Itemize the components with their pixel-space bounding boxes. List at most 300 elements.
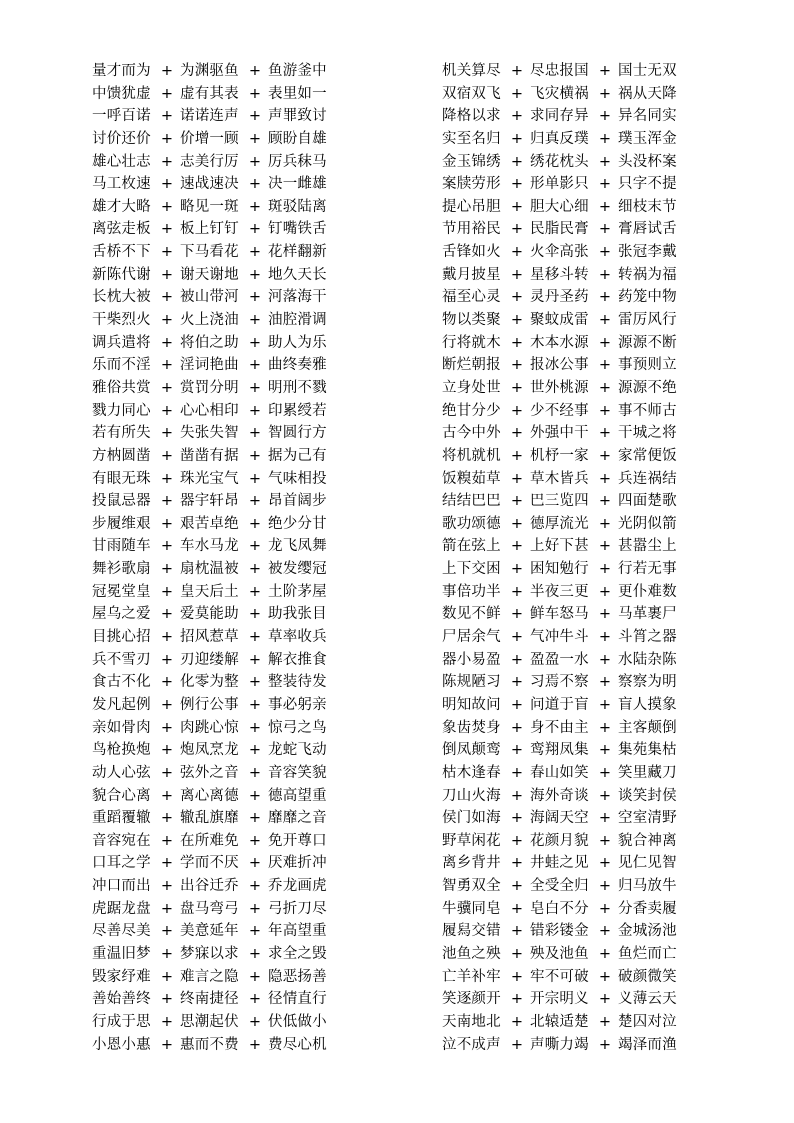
idiom: 斑驳陆离 [268, 198, 327, 215]
idiom: 惠而不费 [180, 1036, 239, 1053]
idiom: 长枕大被 [92, 289, 151, 306]
idiom-chain-row [92, 649, 330, 672]
plus-separator: + [248, 742, 262, 759]
idiom-chain-row [92, 173, 330, 196]
idiom: 伏低做小 [268, 1013, 327, 1030]
plus-separator: + [248, 379, 262, 396]
idiom: 若有所失 [92, 425, 151, 442]
plus-separator: + [598, 561, 612, 578]
idiom: 问道于盲 [530, 696, 589, 713]
plus-separator: + [248, 493, 262, 510]
idiom: 井蛙之见 [530, 855, 589, 872]
idiom: 冲口而出 [92, 878, 151, 895]
idiom: 上下交困 [442, 561, 501, 578]
idiom: 德厚流光 [530, 515, 589, 532]
idiom-chain-row [92, 830, 330, 853]
idiom-chain-row [92, 762, 330, 785]
plus-separator: + [248, 334, 262, 351]
idiom: 报冰公事 [530, 357, 589, 374]
idiom: 顾盼自雄 [268, 130, 327, 147]
idiom-chain-row [92, 286, 330, 309]
idiom: 归真反璞 [530, 130, 589, 147]
idiom: 源源不绝 [618, 379, 677, 396]
idiom: 干城之将 [618, 425, 677, 442]
plus-separator: + [160, 787, 174, 804]
idiom: 行若无事 [618, 561, 677, 578]
plus-separator: + [160, 538, 174, 555]
idiom: 扇枕温被 [180, 561, 239, 578]
idiom: 貌合神离 [618, 832, 677, 849]
idiom-chain-row [442, 694, 680, 717]
idiom: 察察为明 [618, 674, 677, 691]
idiom: 花样翻新 [268, 244, 327, 261]
plus-separator: + [510, 312, 524, 329]
idiom: 谈笑封侯 [618, 787, 677, 804]
idiom-chain-row [92, 920, 330, 943]
plus-separator: + [160, 334, 174, 351]
idiom: 径情直行 [268, 991, 327, 1008]
idiom-chain-row [92, 966, 330, 989]
idiom: 鸾翔凤集 [530, 742, 589, 759]
idiom: 车水马龙 [180, 538, 239, 555]
idiom-chain-row [442, 671, 680, 694]
idiom-chain-row [92, 535, 330, 558]
idiom: 甘雨随车 [92, 538, 151, 555]
idiom: 机杼一家 [530, 447, 589, 464]
plus-separator: + [598, 764, 612, 781]
idiom: 尸居余气 [442, 629, 501, 646]
plus-separator: + [598, 108, 612, 125]
plus-separator: + [510, 244, 524, 261]
plus-separator: + [510, 900, 524, 917]
idiom: 食古不化 [92, 674, 151, 691]
idiom: 明知故问 [442, 696, 501, 713]
plus-separator: + [598, 674, 612, 691]
plus-separator: + [598, 221, 612, 238]
idiom-chain-row [92, 105, 330, 128]
idiom: 提心吊胆 [442, 198, 501, 215]
idiom: 决一雌雄 [268, 176, 327, 193]
idiom: 助我张目 [268, 606, 327, 623]
plus-separator: + [598, 85, 612, 102]
plus-separator: + [598, 493, 612, 510]
idiom-chain-row [442, 626, 680, 649]
idiom: 昂首阔步 [268, 493, 327, 510]
idiom: 全受全归 [530, 878, 589, 895]
idiom-chain-row [92, 128, 330, 151]
idiom-chain-row [442, 445, 680, 468]
plus-separator: + [160, 493, 174, 510]
idiom-chain-row [92, 309, 330, 332]
plus-separator: + [160, 810, 174, 827]
plus-separator: + [248, 176, 262, 193]
idiom-chain-row [442, 309, 680, 332]
idiom: 海阔天空 [530, 810, 589, 827]
plus-separator: + [248, 108, 262, 125]
idiom-chain-row [442, 739, 680, 762]
plus-separator: + [598, 923, 612, 940]
idiom-chain-row [442, 105, 680, 128]
idiom: 竭泽而渔 [618, 1036, 677, 1053]
idiom: 厉兵秣马 [268, 153, 327, 170]
idiom-chain-row [92, 807, 330, 830]
idiom: 炮凤烹龙 [180, 742, 239, 759]
plus-separator: + [160, 108, 174, 125]
idiom: 困知勉行 [530, 561, 589, 578]
idiom: 隐恶扬善 [268, 968, 327, 985]
plus-separator: + [160, 515, 174, 532]
plus-separator: + [160, 991, 174, 1008]
idiom-chain-row [442, 649, 680, 672]
idiom-chain-row [442, 128, 680, 151]
idiom: 量才而为 [92, 63, 151, 79]
idiom: 龙蛇飞动 [268, 742, 327, 759]
plus-separator: + [510, 515, 524, 532]
idiom: 张冠李戴 [618, 244, 677, 261]
idiom: 行将就木 [442, 334, 501, 351]
plus-separator: + [510, 176, 524, 193]
plus-separator: + [248, 244, 262, 261]
idiom: 开宗明义 [530, 991, 589, 1008]
idiom: 肉跳心惊 [180, 719, 239, 736]
idiom-chain-row [442, 422, 680, 445]
idiom: 雅俗共赏 [92, 379, 151, 396]
idiom-chain-row [92, 196, 330, 219]
idiom: 水陆杂陈 [618, 651, 677, 668]
plus-separator: + [598, 855, 612, 872]
plus-separator: + [510, 855, 524, 872]
idiom: 行成于思 [92, 1013, 151, 1030]
plus-separator: + [598, 357, 612, 374]
idiom: 美意延年 [180, 923, 239, 940]
plus-separator: + [160, 945, 174, 962]
idiom: 戴月披星 [442, 266, 501, 283]
plus-separator: + [598, 515, 612, 532]
plus-separator: + [248, 923, 262, 940]
plus-separator: + [248, 629, 262, 646]
plus-separator: + [598, 470, 612, 487]
idiom: 天南地北 [442, 1013, 501, 1030]
plus-separator: + [248, 900, 262, 917]
idiom-chain-row [442, 943, 680, 966]
plus-separator: + [248, 289, 262, 306]
plus-separator: + [248, 1036, 262, 1053]
idiom: 被发缨冠 [268, 561, 327, 578]
plus-separator: + [598, 402, 612, 419]
plus-separator: + [160, 651, 174, 668]
idiom: 四面楚歌 [618, 493, 677, 510]
idiom: 出谷迁乔 [180, 878, 239, 895]
idiom: 土阶茅屋 [268, 583, 327, 600]
plus-separator: + [160, 561, 174, 578]
plus-separator: + [598, 878, 612, 895]
idiom: 池鱼之殃 [442, 945, 501, 962]
idiom: 明刑不戮 [268, 379, 327, 396]
idiom: 乐而不淫 [92, 357, 151, 374]
plus-separator: + [510, 674, 524, 691]
idiom: 璞玉浑金 [618, 130, 677, 147]
idiom-chain-row [442, 807, 680, 830]
plus-separator: + [598, 1013, 612, 1030]
idiom-chain-row [92, 1034, 330, 1057]
idiom-chain-row [92, 377, 330, 400]
idiom: 金城汤池 [618, 923, 677, 940]
idiom-chain-row [92, 875, 330, 898]
plus-separator: + [510, 447, 524, 464]
idiom-chain-row [442, 196, 680, 219]
idiom-chain-row [442, 1034, 680, 1057]
idiom-chain-row [92, 241, 330, 264]
plus-separator: + [510, 221, 524, 238]
plus-separator: + [160, 402, 174, 419]
idiom: 斗筲之器 [618, 629, 677, 646]
idiom-chain-row [92, 943, 330, 966]
idiom: 实至名归 [442, 130, 501, 147]
idiom: 错彩镂金 [530, 923, 589, 940]
idiom: 整装待发 [268, 674, 327, 691]
idiom: 德高望重 [268, 787, 327, 804]
idiom: 家常便饭 [618, 447, 677, 464]
idiom: 发凡起例 [92, 696, 151, 713]
idiom: 聚蚊成雷 [530, 312, 589, 329]
idiom: 马工枚速 [92, 176, 151, 193]
idiom-chain-row [442, 762, 680, 785]
idiom: 在所难免 [180, 832, 239, 849]
idiom: 凿凿有据 [180, 447, 239, 464]
idiom: 案牍劳形 [442, 176, 501, 193]
plus-separator: + [510, 1036, 524, 1053]
idiom-chain-row [442, 173, 680, 196]
plus-separator: + [598, 198, 612, 215]
plus-separator: + [248, 991, 262, 1008]
idiom-chain-row [92, 558, 330, 581]
plus-separator: + [510, 130, 524, 147]
plus-separator: + [160, 447, 174, 464]
idiom: 终南捷径 [180, 991, 239, 1008]
idiom-chain-row [442, 581, 680, 604]
plus-separator: + [248, 945, 262, 962]
idiom-chain-row [92, 785, 330, 808]
plus-separator: + [598, 719, 612, 736]
idiom: 难言之隐 [180, 968, 239, 985]
idiom: 地久天长 [268, 266, 327, 283]
idiom: 助人为乐 [268, 334, 327, 351]
idiom: 头没杯案 [618, 153, 677, 170]
plus-separator: + [160, 221, 174, 238]
idiom: 爱莫能助 [180, 606, 239, 623]
plus-separator: + [598, 991, 612, 1008]
plus-separator: + [248, 878, 262, 895]
idiom: 兵不雪刃 [92, 651, 151, 668]
idiom: 音容笑貌 [268, 764, 327, 781]
idiom: 破颜微笑 [618, 968, 677, 985]
idiom: 弦外之音 [180, 764, 239, 781]
plus-separator: + [598, 379, 612, 396]
idiom: 降格以求 [442, 108, 501, 125]
idiom: 少不经事 [530, 402, 589, 419]
idiom: 略见一斑 [180, 198, 239, 215]
idiom: 诺诺连声 [180, 108, 239, 125]
idiom: 动人心弦 [92, 764, 151, 781]
plus-separator: + [160, 153, 174, 170]
idiom-chain-row [442, 535, 680, 558]
plus-separator: + [248, 1013, 262, 1030]
idiom-chain-row [442, 1011, 680, 1034]
idiom-chain-row [92, 468, 330, 491]
idiom-chain-row [442, 286, 680, 309]
plus-separator: + [160, 312, 174, 329]
idiom: 智勇双全 [442, 878, 501, 895]
idiom: 身不由主 [530, 719, 589, 736]
idiom: 笑逐颜开 [442, 991, 501, 1008]
idiom: 化零为整 [180, 674, 239, 691]
idiom: 盘马弯弓 [180, 900, 239, 917]
plus-separator: + [510, 923, 524, 940]
idiom-chain-row [92, 264, 330, 287]
plus-separator: + [510, 357, 524, 374]
idiom-chain-row [442, 83, 680, 106]
plus-separator: + [160, 832, 174, 849]
plus-separator: + [598, 629, 612, 646]
plus-separator: + [510, 198, 524, 215]
idiom: 将机就机 [442, 447, 501, 464]
idiom: 福至心灵 [442, 289, 501, 306]
plus-separator: + [510, 629, 524, 646]
plus-separator: + [160, 176, 174, 193]
idiom: 甚嚣尘上 [618, 538, 677, 555]
idiom: 国士无双 [618, 63, 677, 79]
idiom: 义薄云天 [618, 991, 677, 1008]
idiom: 灵丹圣药 [530, 289, 589, 306]
idiom: 春山如笑 [530, 764, 589, 781]
idiom-chain-row [442, 60, 680, 83]
plus-separator: + [598, 583, 612, 600]
plus-separator: + [598, 447, 612, 464]
idiom-chain-row [92, 151, 330, 174]
idiom: 油腔滑调 [268, 312, 327, 329]
idiom: 火伞高张 [530, 244, 589, 261]
plus-separator: + [598, 425, 612, 442]
plus-separator: + [160, 130, 174, 147]
idiom: 气冲牛斗 [530, 629, 589, 646]
plus-separator: + [598, 153, 612, 170]
idiom-chain-row [92, 898, 330, 921]
plus-separator: + [248, 764, 262, 781]
idiom: 离弦走板 [92, 221, 151, 238]
plus-separator: + [510, 991, 524, 1008]
idiom: 刀山火海 [442, 787, 501, 804]
idiom: 板上钉钉 [180, 221, 239, 238]
idiom: 据为己有 [268, 447, 327, 464]
plus-separator: + [510, 651, 524, 668]
plus-separator: + [248, 153, 262, 170]
plus-separator: + [160, 289, 174, 306]
plus-separator: + [510, 538, 524, 555]
plus-separator: + [248, 402, 262, 419]
plus-separator: + [248, 221, 262, 238]
idiom: 智圆行方 [268, 425, 327, 442]
idiom: 见仁见智 [618, 855, 677, 872]
idiom: 结结巴巴 [442, 493, 501, 510]
idiom: 数见不鲜 [442, 606, 501, 623]
idiom: 厌难折冲 [268, 855, 327, 872]
plus-separator: + [248, 198, 262, 215]
idiom-chain-row [442, 468, 680, 491]
idiom-chain-row [92, 332, 330, 355]
plus-separator: + [248, 855, 262, 872]
idiom: 将伯之助 [180, 334, 239, 351]
idiom: 物以类聚 [442, 312, 501, 329]
idiom-chain-row [92, 626, 330, 649]
plus-separator: + [160, 923, 174, 940]
idiom: 弓折刀尽 [268, 900, 327, 917]
idiom: 口耳之学 [92, 855, 151, 872]
plus-separator: + [160, 696, 174, 713]
plus-separator: + [598, 244, 612, 261]
idiom: 主客颠倒 [618, 719, 677, 736]
idiom: 亲如骨肉 [92, 719, 151, 736]
idiom: 速战速决 [180, 176, 239, 193]
idiom: 为渊驱鱼 [180, 63, 239, 79]
idiom-chain-row [92, 739, 330, 762]
idiom-chain-row [92, 490, 330, 513]
plus-separator: + [510, 1013, 524, 1030]
idiom: 一呼百诺 [92, 108, 151, 125]
idiom: 事不师古 [618, 402, 677, 419]
plus-separator: + [248, 832, 262, 849]
idiom-chain-row [92, 717, 330, 740]
idiom: 离乡背井 [442, 855, 501, 872]
idiom: 立身处世 [442, 379, 501, 396]
idiom: 集苑集枯 [618, 742, 677, 759]
plus-separator: + [598, 1036, 612, 1053]
idiom: 金玉锦绣 [442, 153, 501, 170]
plus-separator: + [510, 266, 524, 283]
plus-separator: + [598, 832, 612, 849]
idiom: 河落海干 [268, 289, 327, 306]
idiom: 鸟枪换炮 [92, 742, 151, 759]
idiom-chain-row [442, 785, 680, 808]
plus-separator: + [160, 198, 174, 215]
idiom: 半夜三更 [530, 583, 589, 600]
plus-separator: + [160, 606, 174, 623]
idiom-chain-row [442, 264, 680, 287]
idiom: 雄才大略 [92, 198, 151, 215]
plus-separator: + [160, 357, 174, 374]
plus-separator: + [160, 379, 174, 396]
idiom: 毁家纾难 [92, 968, 151, 985]
idiom: 断烂朝报 [442, 357, 501, 374]
plus-separator: + [160, 900, 174, 917]
idiom: 双宿双飞 [442, 85, 501, 102]
idiom: 民脂民膏 [530, 221, 589, 238]
idiom: 更仆难数 [618, 583, 677, 600]
plus-separator: + [248, 266, 262, 283]
plus-separator: + [598, 606, 612, 623]
plus-separator: + [248, 538, 262, 555]
idiom: 免开尊口 [268, 832, 327, 849]
idiom-chain-row [442, 603, 680, 626]
plus-separator: + [510, 810, 524, 827]
plus-separator: + [598, 538, 612, 555]
idiom: 离心离德 [180, 787, 239, 804]
plus-separator: + [248, 651, 262, 668]
idiom: 小恩小惠 [92, 1036, 151, 1053]
idiom: 鲜车怒马 [530, 606, 589, 623]
plus-separator: + [248, 719, 262, 736]
idiom: 节用裕民 [442, 221, 501, 238]
idiom-chain-row [92, 581, 330, 604]
